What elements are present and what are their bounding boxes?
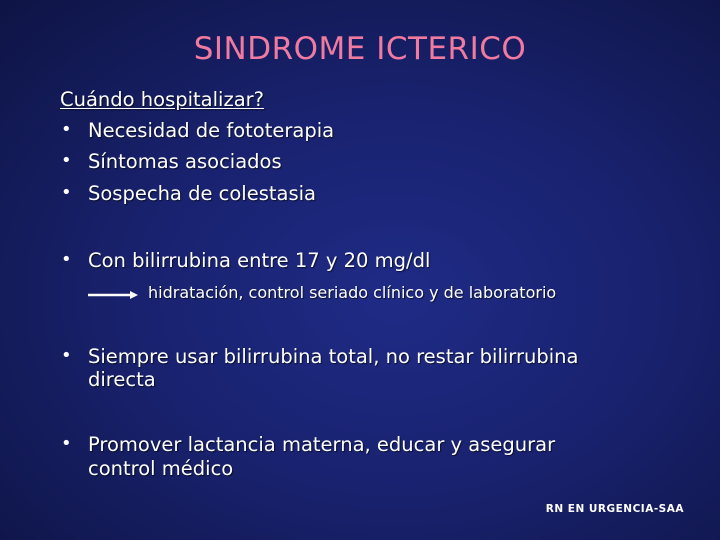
subheading-hospitalize: Cuándo hospitalizar? (60, 88, 265, 111)
arrow-note: hidratación, control seriado clínico y de laboratorio (148, 283, 557, 302)
total-bilirubin-point-line1: Siempre usar bilirrubina total, no restar bilirrubina (88, 345, 579, 368)
bullet-icon: • (61, 433, 72, 454)
list-item-cholestasis: Sospecha de colestasia (88, 182, 316, 205)
total-bilirubin-point-line2: directa (88, 368, 156, 391)
lactation-point-line1: Promover lactancia materna, educar y asegurar (88, 433, 556, 456)
list-item-symptoms: Síntomas asociados (88, 150, 282, 173)
bullet-icon: • (61, 249, 72, 270)
right-arrow-icon (88, 290, 138, 300)
footer-credit: RN EN URGENCIA-SAA (545, 503, 684, 515)
slide-title: SINDROME ICTERICO (193, 31, 527, 67)
bullet-icon: • (61, 345, 72, 366)
bullet-icon: • (61, 182, 72, 203)
lactation-point-line2: control médico (88, 457, 234, 480)
list-item-phototherapy: Necesidad de fototerapia (88, 119, 335, 142)
bullet-icon: • (61, 119, 72, 140)
bilirubin-range-point: Con bilirrubina entre 17 y 20 mg/dl (88, 249, 431, 272)
bullet-icon: • (61, 150, 72, 171)
